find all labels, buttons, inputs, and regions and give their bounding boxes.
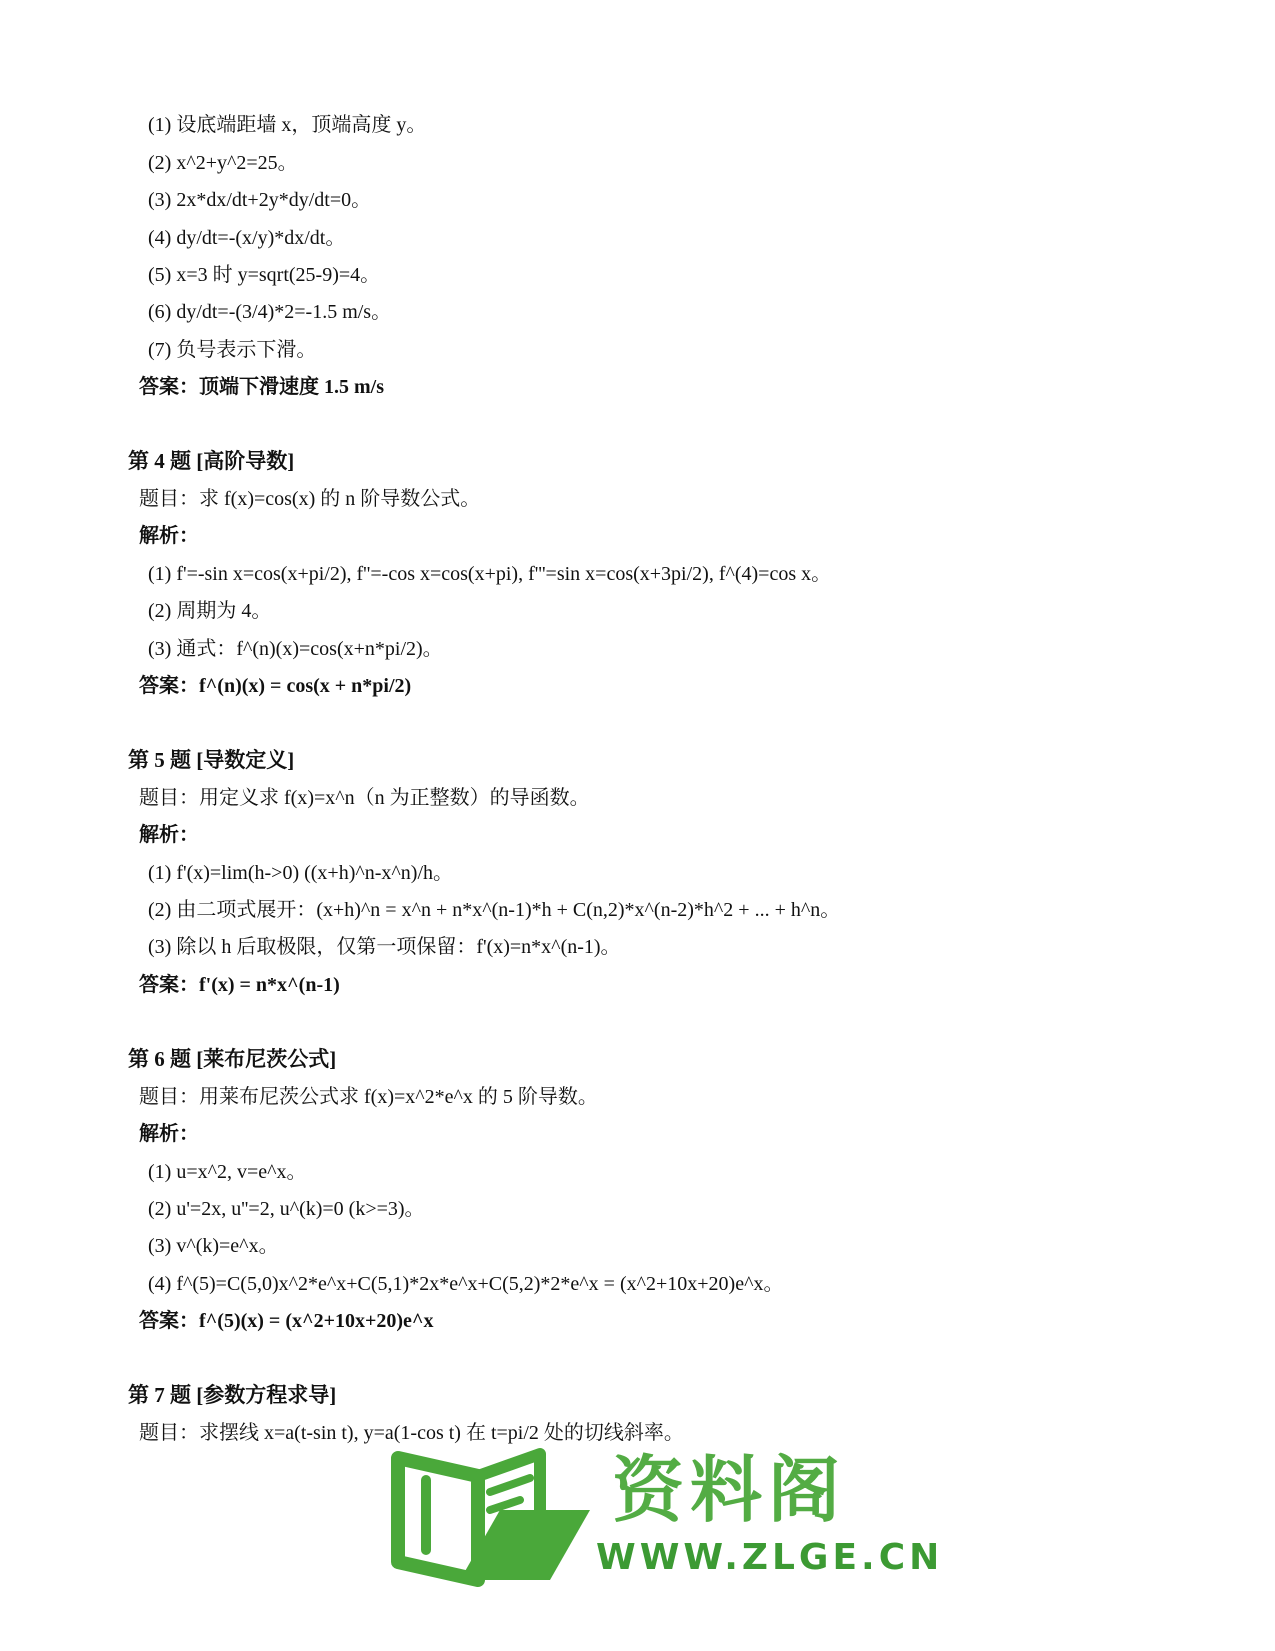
solution-step: (7) 负号表示下滑。 [148, 339, 317, 361]
analysis-label: 解析： [139, 1123, 199, 1145]
solution-step: (3) 通式：f^(n)(x)=cos(x+n*pi/2)。 [148, 638, 443, 660]
question-heading: 第 6 题 [莱布尼茨公式] [128, 1047, 337, 1071]
solution-step: (4) dy/dt=-(x/y)*dx/dt。 [148, 227, 346, 249]
watermark-url: WWW.ZLGE.CN [596, 1537, 944, 1578]
solution-step: (4) f^(5)=C(5,0)x^2*e^x+C(5,1)*2x*e^x+C(5,2)*2*e^x = (x^2+10x+20)e^x。 [148, 1273, 784, 1295]
solution-step: (1) f'=-sin x=cos(x+pi/2), f''=-cos x=cos(x+pi), f'''=sin x=cos(x+3pi/2), f^(4)=cos x。 [148, 563, 832, 585]
solution-step: (1) f'(x)=lim(h->0) ((x+h)^n-x^n)/h。 [148, 862, 454, 884]
solution-step: (1) u=x^2, v=e^x。 [148, 1161, 307, 1183]
question-text: 题目：求摆线 x=a(t-sin t), y=a(1-cos t) 在 t=pi/2 处的切线斜率。 [139, 1422, 684, 1444]
solution-step: (1) 设底端距墙 x，顶端高度 y。 [148, 114, 427, 136]
answer-line: 答案：顶端下滑速度 1.5 m/s [139, 376, 384, 398]
solution-step: (2) 周期为 4。 [148, 600, 272, 622]
question-heading: 第 7 题 [参数方程求导] [128, 1383, 337, 1407]
question-text: 题目：求 f(x)=cos(x) 的 n 阶导数公式。 [139, 488, 481, 510]
solution-step: (2) x^2+y^2=25。 [148, 152, 298, 174]
watermark [390, 1440, 944, 1590]
watermark-title: 资料阁 [612, 1448, 847, 1532]
analysis-label: 解析： [139, 525, 199, 547]
question-heading: 第 4 题 [高阶导数] [128, 449, 295, 473]
solution-step: (3) v^(k)=e^x。 [148, 1235, 279, 1257]
book-logo-icon [390, 1440, 600, 1590]
answer-line: 答案：f^(n)(x) = cos(x + n*pi/2) [139, 675, 412, 697]
analysis-label: 解析： [139, 824, 199, 846]
question-heading: 第 5 题 [导数定义] [128, 748, 295, 772]
solution-step: (3) 除以 h 后取极限，仅第一项保留：f'(x)=n*x^(n-1)。 [148, 936, 621, 958]
question-text: 题目：用定义求 f(x)=x^n（n 为正整数）的导函数。 [139, 787, 590, 809]
solution-step: (2) 由二项式展开：(x+h)^n = x^n + n*x^(n-1)*h + C(n,2)*x^(n-2)*h^2 + ... + h^n。 [148, 899, 841, 921]
solution-step: (5) x=3 时 y=sqrt(25-9)=4。 [148, 264, 381, 286]
answer-line: 答案：f^(5)(x) = (x^2+10x+20)e^x [139, 1310, 434, 1332]
answer-line: 答案：f'(x) = n*x^(n-1) [139, 974, 340, 996]
question-text: 题目：用莱布尼茨公式求 f(x)=x^2*e^x 的 5 阶导数。 [139, 1086, 598, 1108]
solution-step: (2) u'=2x, u''=2, u^(k)=0 (k>=3)。 [148, 1198, 425, 1220]
solution-step: (3) 2x*dx/dt+2y*dy/dt=0。 [148, 189, 372, 211]
solution-step: (6) dy/dt=-(3/4)*2=-1.5 m/s。 [148, 301, 392, 323]
